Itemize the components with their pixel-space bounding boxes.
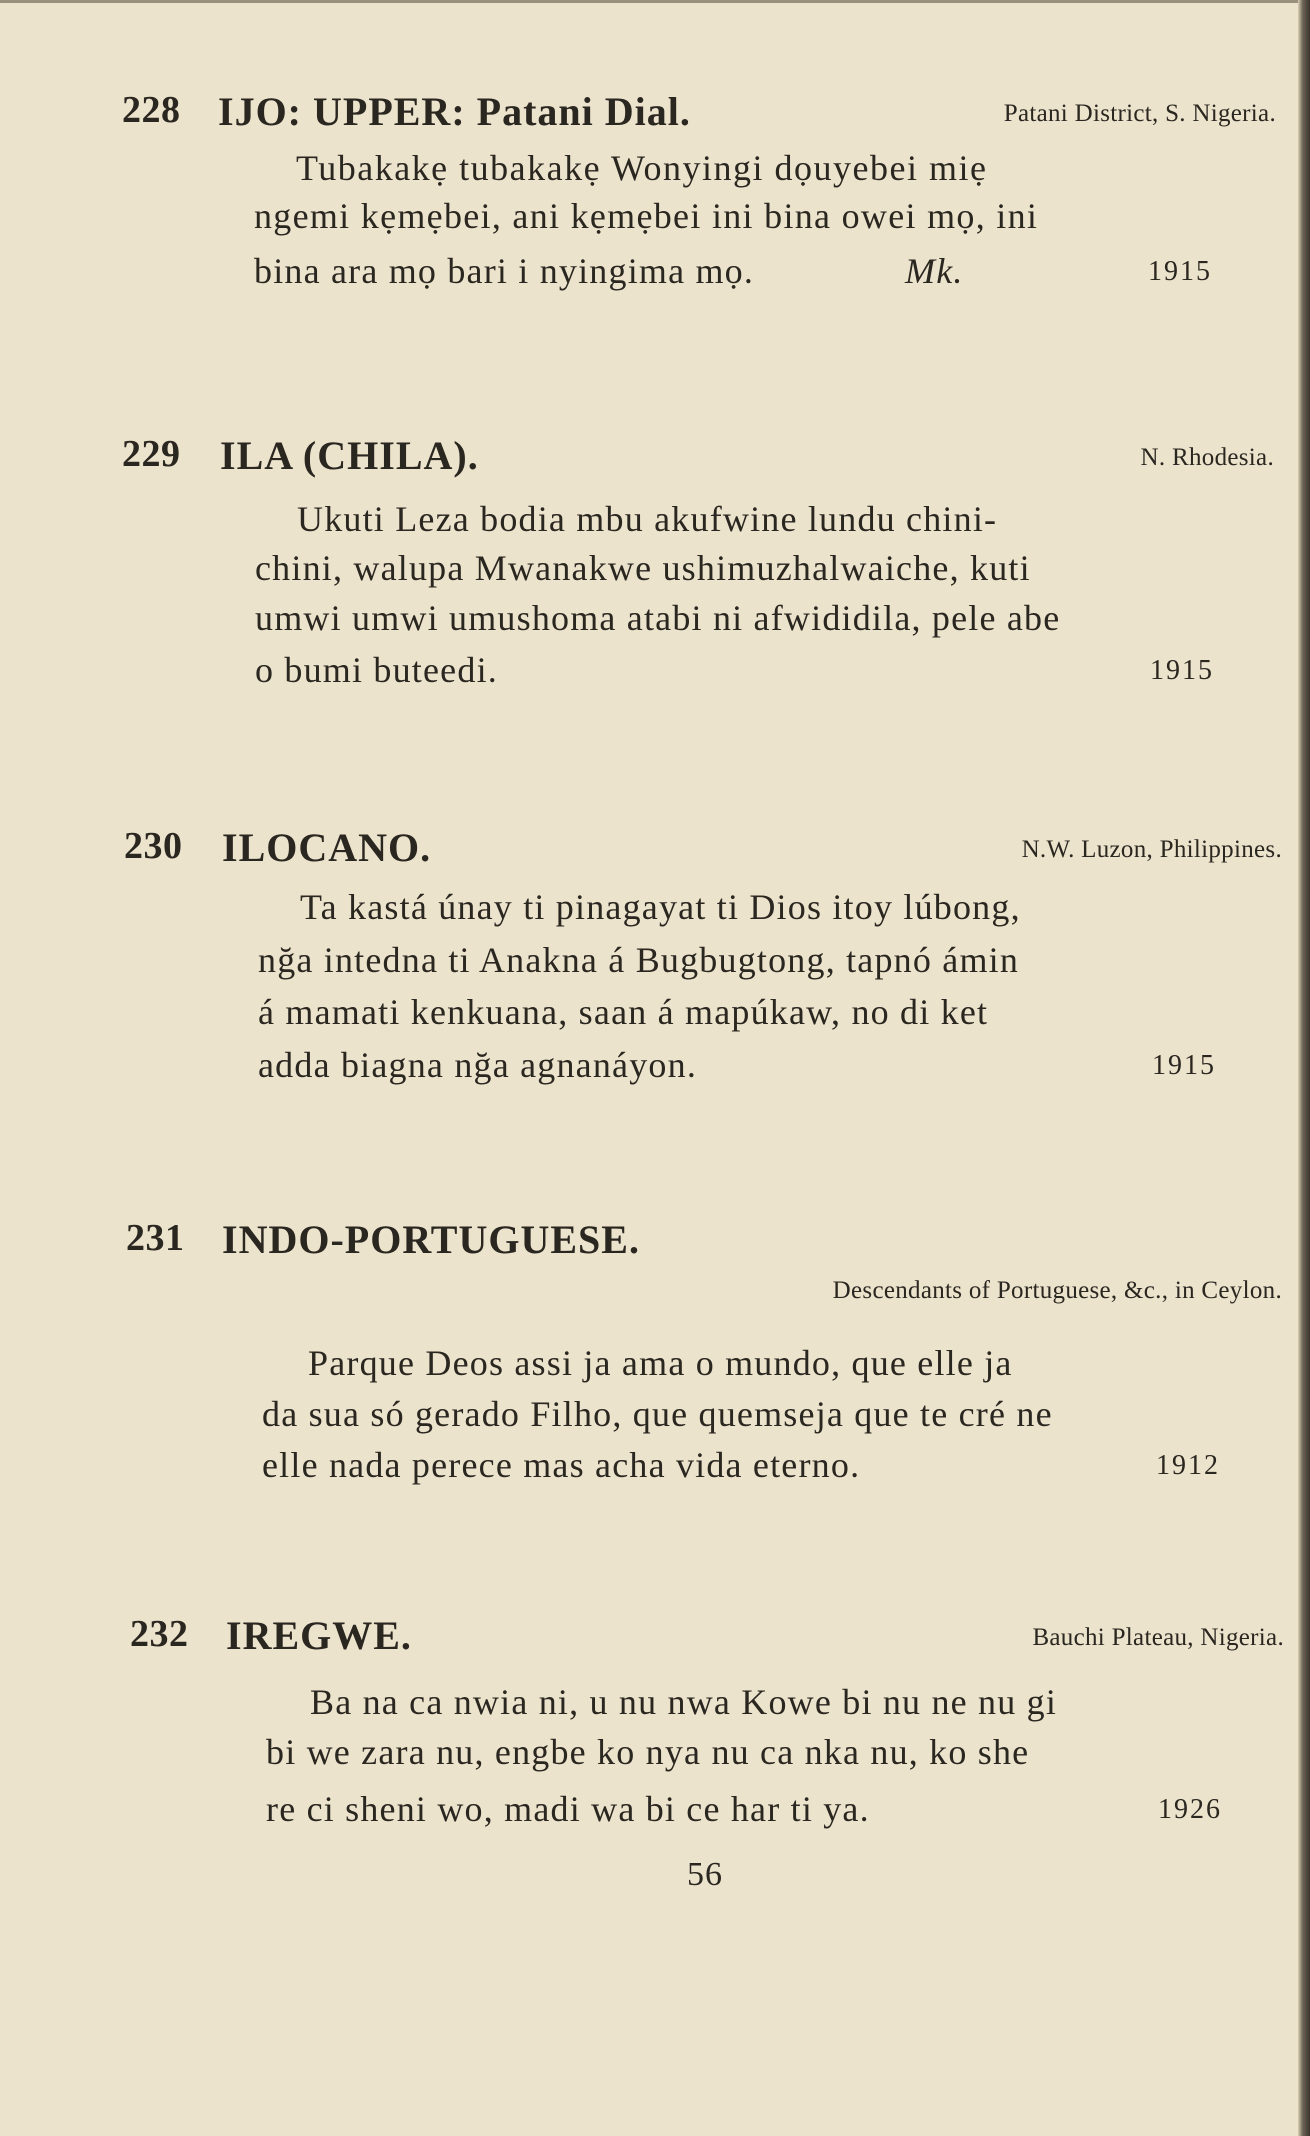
entry-heading: [0, 1612, 1310, 1662]
language-name: IREGWE.: [226, 1613, 412, 1658]
entry-heading: [0, 88, 1310, 138]
entry-number: 232: [130, 1613, 189, 1655]
text-line: á mamati kenkuana, saan á mapúkaw, no di ket: [258, 992, 989, 1032]
year: 1926: [1158, 1794, 1222, 1825]
translator-abbrev: Mk.: [905, 251, 964, 291]
language-name: ILA (CHILA).: [220, 433, 479, 478]
page-number: [0, 1856, 1310, 1894]
text-line: ngemi kẹmẹbei, ani kẹmẹbei ini bina owei mọ, ini: [254, 196, 1039, 236]
text-line: da sua só gerado Filho, que quemseja que te cré ne: [262, 1394, 1053, 1434]
entry-heading: [0, 1216, 1310, 1266]
region-label: Descendants of Portuguese, &c., in Ceylon.: [832, 1277, 1282, 1304]
page-binding-edge: [1298, 0, 1310, 2136]
text-line: Ukuti Leza bodia mbu akufwine lundu chini-: [297, 499, 998, 539]
year: 1915: [1148, 256, 1212, 287]
text-line: chini, walupa Mwanakwe ushimuzhalwaiche, kuti: [255, 548, 1031, 588]
region-label: Bauchi Plateau, Nigeria.: [1032, 1624, 1284, 1651]
text-line: o bumi buteedi.: [255, 650, 498, 690]
text-line: Ta kastá únay ti pinagayat ti Dios itoy lúbong,: [300, 887, 1021, 927]
entry-number: 230: [124, 825, 183, 867]
page-number-text: 56: [687, 1856, 723, 1893]
entry-number: 231: [126, 1217, 185, 1259]
entry-heading: [0, 432, 1310, 482]
region-label: N.W. Luzon, Philippines.: [1021, 836, 1282, 863]
year: 1912: [1156, 1450, 1220, 1481]
page-top-edge: [0, 0, 1310, 3]
text-line: bi we zara nu, engbe ko nya nu ca nka nu, ko she: [266, 1732, 1030, 1772]
text-line: Ba na ca nwia ni, u nu nwa Kowe bi nu ne nu gi: [310, 1682, 1058, 1722]
text-line: elle nada perece mas acha vida eterno.: [262, 1445, 861, 1485]
language-name: IJO: UPPER: Patani Dial.: [218, 89, 691, 134]
text-line: nğa intedna ti Anakna á Bugbugtong, tapnó ámin: [258, 940, 1020, 980]
text-line: adda biagna nğa agnanáyon.: [258, 1045, 698, 1085]
text-line: umwi umwi umushoma atabi ni afwididila, pele abe: [255, 598, 1061, 638]
region-label: N. Rhodesia.: [1140, 444, 1274, 471]
language-name: ILOCANO.: [222, 825, 432, 870]
text-line: Tubakakẹ tubakakẹ Wonyingi dọuyebei miẹ: [296, 148, 988, 188]
entry-number: 229: [122, 433, 181, 475]
entry-number: 228: [122, 89, 181, 131]
year: 1915: [1150, 655, 1214, 686]
entry-heading: [0, 824, 1310, 874]
text-line: bina ara mọ bari i nyingima mọ.: [254, 251, 755, 291]
text-line: re ci sheni wo, madi wa bi ce har ti ya.: [266, 1789, 870, 1829]
language-name: INDO-PORTUGUESE.: [222, 1217, 640, 1262]
year: 1915: [1152, 1050, 1216, 1081]
text-line: Parque Deos assi ja ama o mundo, que elle ja: [308, 1343, 1013, 1383]
region-label: Patani District, S. Nigeria.: [1003, 100, 1276, 127]
